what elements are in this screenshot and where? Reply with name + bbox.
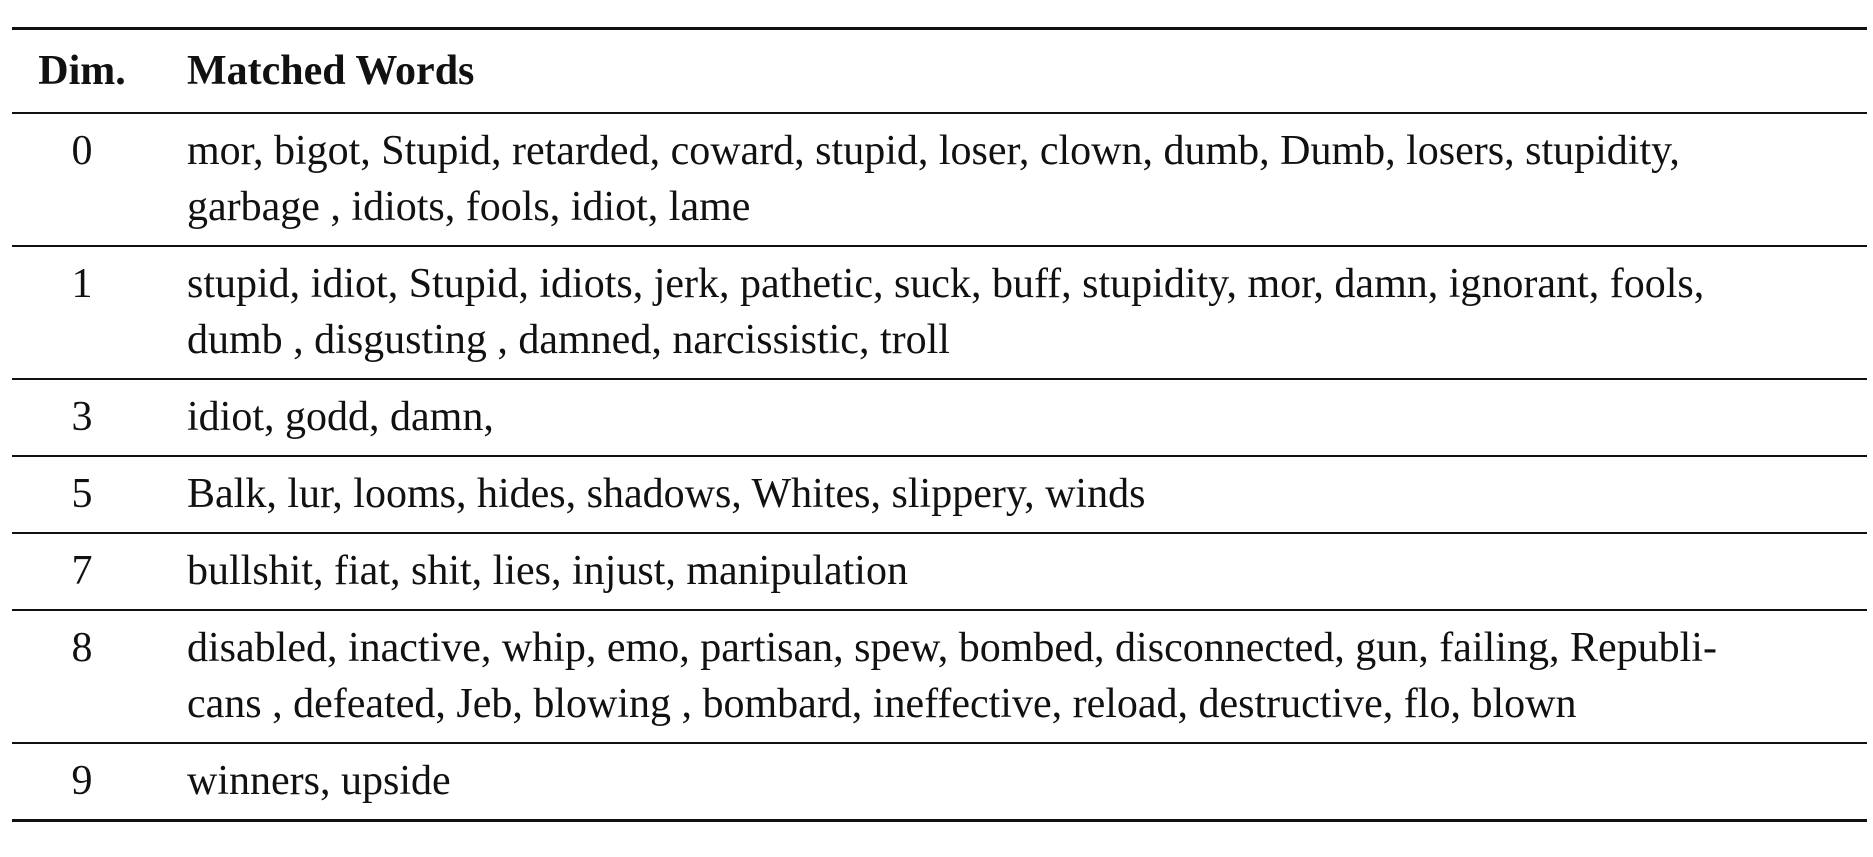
words-cell <box>152 246 1867 379</box>
matched-words-table <box>12 27 1867 822</box>
words-line: garbage , idiots, fools, idiot, lame <box>187 184 751 230</box>
table-row <box>12 743 1867 821</box>
table-row <box>12 610 1867 743</box>
words-line: mor, bigot, Stupid, retarded, coward, stupid, loser, clown, dumb, Dumb, losers, stupidity, <box>187 128 1680 174</box>
table-body <box>12 113 1867 821</box>
words-cell <box>152 610 1867 743</box>
words-line: bullshit, fiat, shit, lies, injust, manipulation <box>187 548 908 594</box>
table-row <box>12 533 1867 610</box>
table-row <box>12 456 1867 533</box>
words-cell <box>152 113 1867 246</box>
table-header <box>12 29 1867 114</box>
words-cell <box>152 456 1867 533</box>
words-line: idiot, godd, damn, <box>187 394 494 440</box>
dim-cell: 5 <box>71 471 93 517</box>
words-cell <box>152 743 1867 821</box>
table-row <box>12 246 1867 379</box>
words-line: disabled, inactive, whip, emo, partisan, spew, bombed, disconnected, gun, failing, Republi- <box>187 625 1717 671</box>
dim-cell: 3 <box>71 394 93 440</box>
dim-cell: 0 <box>71 128 93 174</box>
words-cell <box>152 533 1867 610</box>
dim-cell: 9 <box>71 758 93 804</box>
words-line: dumb , disgusting , damned, narcissistic, troll <box>187 317 950 363</box>
header-matched-words: Matched Words <box>187 48 475 94</box>
dim-cell: 8 <box>71 625 93 671</box>
table-row <box>12 379 1867 456</box>
words-line: stupid, idiot, Stupid, idiots, jerk, pathetic, suck, buff, stupidity, mor, damn, ignorant, fools, <box>187 261 1705 307</box>
words-cell <box>152 379 1867 456</box>
matched-words-table-container <box>12 27 1867 822</box>
words-line: cans , defeated, Jeb, blowing , bombard, ineffective, reload, destructive, flo, blown <box>187 681 1577 727</box>
table-row <box>12 113 1867 246</box>
header-dim: Dim. <box>38 48 126 94</box>
header-row <box>12 29 1867 114</box>
dim-cell: 7 <box>71 548 93 594</box>
words-line: Balk, lur, looms, hides, shadows, Whites, slippery, winds <box>187 471 1146 517</box>
words-line: winners, upside <box>187 758 451 804</box>
dim-cell: 1 <box>71 261 93 307</box>
